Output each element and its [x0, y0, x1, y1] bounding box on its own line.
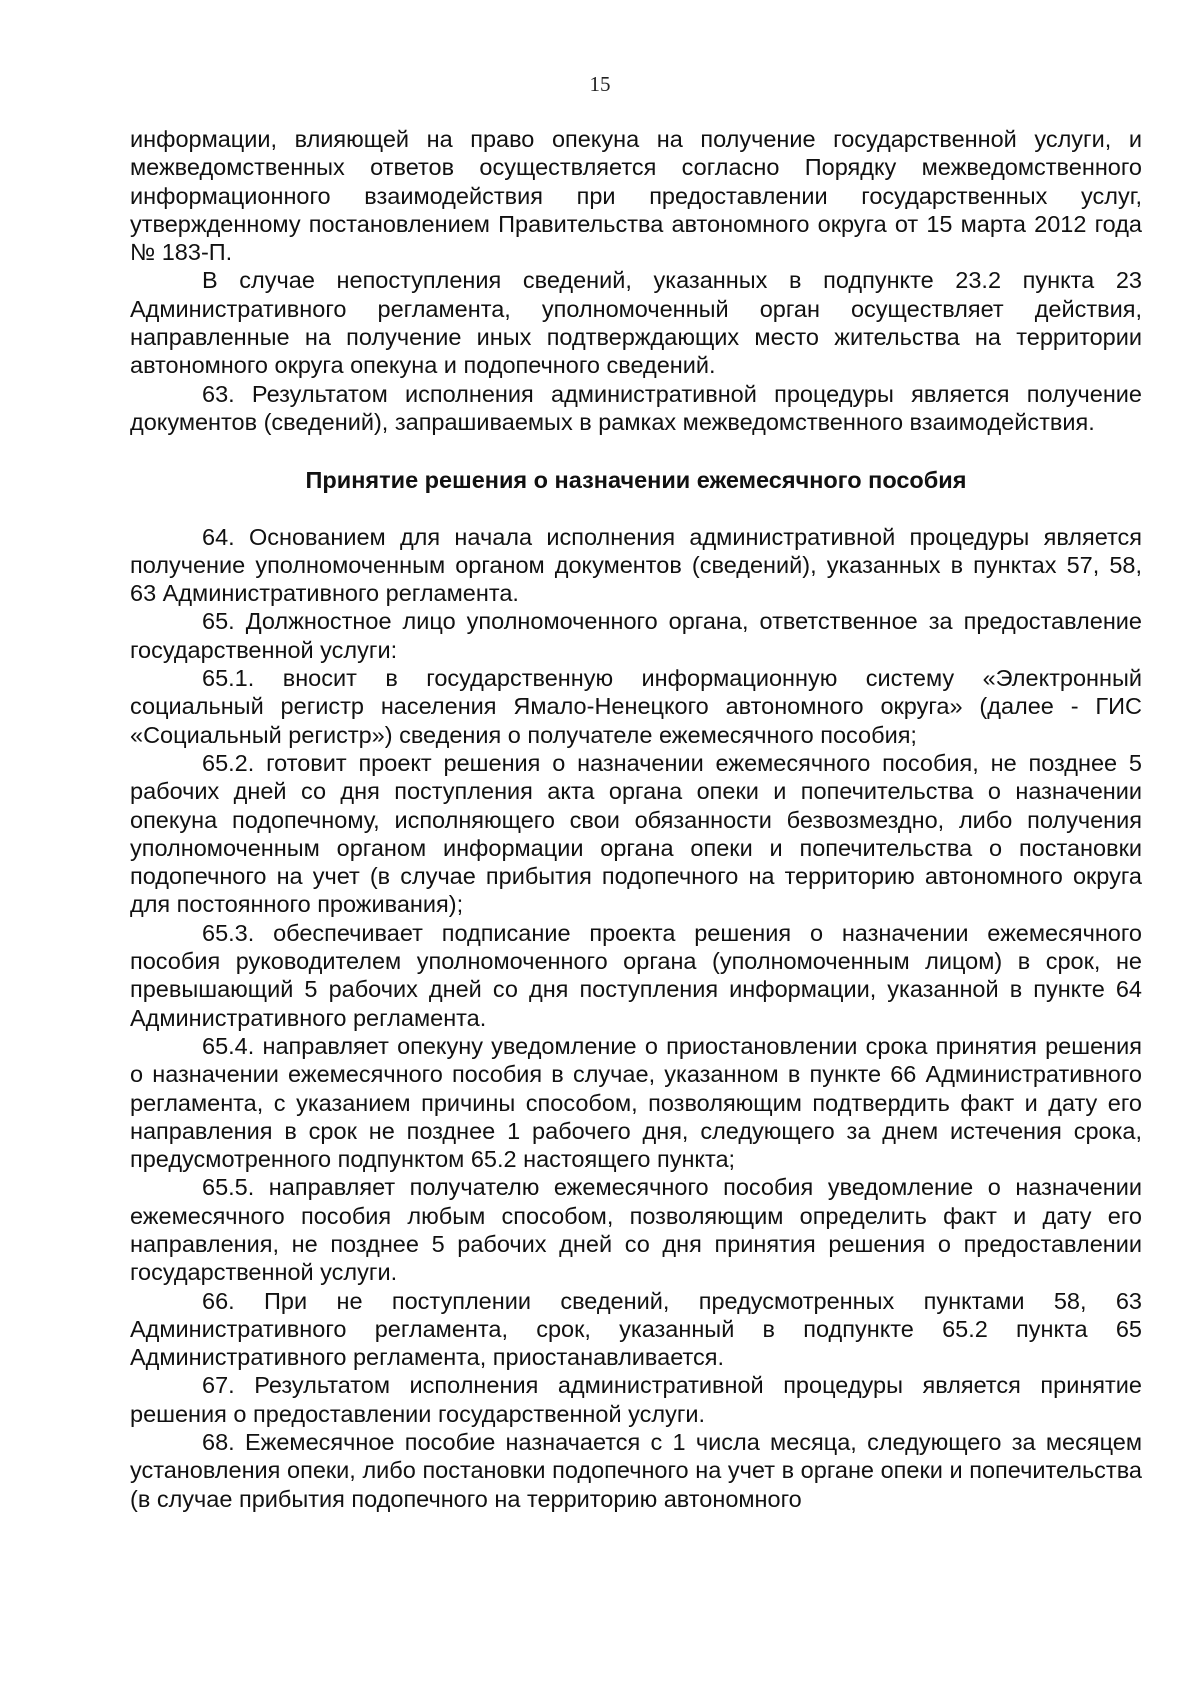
section-heading: Принятие решения о назначении ежемесячного пособия: [305, 467, 967, 494]
paragraph-continuation: информации, влияющей на право опекуна на получение государственной услуги, и межведомственных ответов осуществляется согласно Порядку межведомственного информационного взаимодействия при предоставлении государственных услуг, утвержденному постановлением Правительства автономного округа от 15 марта 2012 года № 183-П.: [130, 126, 1142, 266]
paragraph-65-1: 65.1. вносит в государственную информационную систему «Электронный социальный регистр населения Ямало-Ненецкого автономного округа» (далее - ГИС «Социальный регистр») сведения о получателе ежемесячного пособия;: [130, 665, 1142, 748]
paragraph-63: 63. Результатом исполнения административной процедуры является получение документов (сведений), запрашиваемых в рамках межведомственного взаимодействия.: [130, 380, 1142, 435]
paragraph-66: 66. При не поступлении сведений, предусмотренных пунктами 58, 63 Административного регламента, срок, указанный в подпункте 65.2 пункта 65 Административного регламента, приостанавливается.: [130, 1287, 1142, 1371]
paragraph-65-5: 65.5. направляет получателю ежемесячного пособия уведомление о назначении ежемесячного пособия любым способом, позволяющим определить факт и дату его направления, не позднее 5 рабочих дней со дня принятия решения о предоставлении государственной услуги.: [130, 1174, 1142, 1286]
page-number: 15: [589, 72, 611, 96]
paragraph-65: 65. Должностное лицо уполномоченного органа, ответственное за предоставление государственной услуги:: [130, 608, 1142, 663]
paragraph-65-2: 65.2. готовит проект решения о назначении ежемесячного пособия, не позднее 5 рабочих дней со дня поступления акта органа опеки и попечительства о назначении опекуна подопечному, исполняющего свои обязанности безвозмездно, либо получения уполномоченным органом информации органа опеки и попечительства о постановки подопечного на учет (в случае прибытия подопечного на территорию автономного округа для постоянного проживания);: [130, 749, 1142, 918]
paragraph-65-4: 65.4. направляет опекуну уведомление о приостановлении срока принятия решения о назначении ежемесячного пособия в случае, указанном в пункте 66 Административного регламента, с указанием причины способом, позволяющим подтвердить факт и дату его направления в срок не позднее 1 рабочего дня, следующего за днем истечения срока, предусмотренного подпунктом 65.2 настоящего пункта;: [130, 1032, 1142, 1173]
paragraph: В случае непоступления сведений, указанных в подпункте 23.2 пункта 23 Административного регламента, уполномоченный орган осуществляет действия, направленные на получение иных подтверждающих место жительства на территории автономного округа опекуна и подопечного сведений.: [130, 267, 1142, 379]
paragraph-64: 64. Основанием для начала исполнения административной процедуры является получение уполномоченным органом документов (сведений), указанных в пунктах 57, 58, 63 Административного регламента.: [130, 523, 1142, 607]
paragraph-67: 67. Результатом исполнения административной процедуры является принятие решения о предоставлении государственной услуги.: [130, 1372, 1142, 1427]
paragraph-65-3: 65.3. обеспечивает подписание проекта решения о назначении ежемесячного пособия руководителем уполномоченного органа (уполномоченным лицом) в срок, не превышающий 5 рабочих дней со дня поступления информации, указанной в пункте 64 Административного регламента.: [130, 919, 1142, 1031]
paragraph-68: 68. Ежемесячное пособие назначается с 1 числа месяца, следующего за месяцем установления опеки, либо постановки подопечного на учет в органе опеки и попечительства (в случае прибытия подопечного на территорию автономного: [130, 1429, 1142, 1512]
document-body: [130, 125, 1142, 1513]
